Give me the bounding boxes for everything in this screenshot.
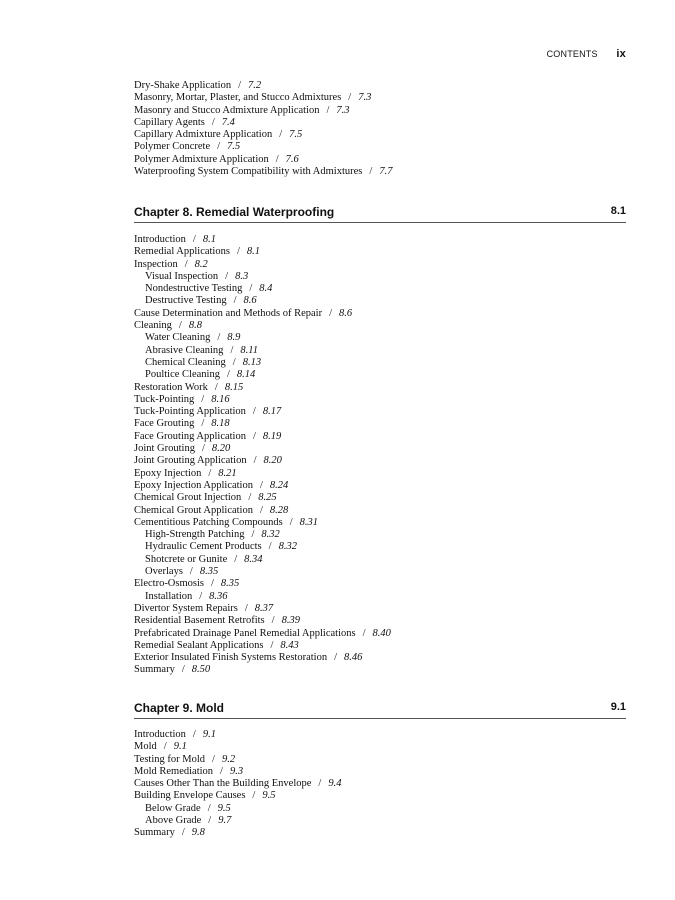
toc-entry-title: Capillary Agents: [134, 116, 205, 128]
toc-entry-page: 8.18: [211, 418, 230, 430]
toc-entry-title: Masonry and Stucco Admixture Application: [134, 104, 320, 116]
toc-entry-title: Epoxy Injection: [134, 467, 202, 479]
toc-entry-page: 8.20: [263, 455, 282, 467]
toc-entry-page: 8.16: [211, 393, 230, 405]
toc-separator: /: [233, 295, 237, 307]
toc-entry-title: Visual Inspection: [145, 270, 219, 282]
toc-separator: /: [207, 802, 211, 814]
toc-entry[interactable]: [134, 815, 626, 827]
toc-separator: /: [348, 92, 352, 104]
chapter-9-page: 9.1: [610, 701, 626, 713]
toc-entry-page: 7.5: [227, 141, 241, 153]
toc-entry[interactable]: [134, 259, 626, 271]
toc-entry-title: Overlays: [145, 566, 183, 578]
toc-separator: /: [252, 430, 256, 442]
toc-entry[interactable]: [134, 615, 626, 627]
toc-entry[interactable]: [134, 80, 626, 92]
toc-separator: /: [253, 455, 257, 467]
toc-entry-title: Exterior Insulated Finish Systems Restoration: [134, 652, 328, 664]
toc-entry-title: Above Grade: [145, 815, 202, 827]
toc-separator: /: [163, 741, 167, 753]
toc-entry[interactable]: [134, 468, 626, 480]
toc-entry-title: Electro-Osmosis: [134, 578, 204, 590]
toc-separator: /: [249, 283, 253, 295]
toc-entry-page: 8.3: [235, 270, 249, 282]
toc-entry-page: 8.14: [236, 369, 256, 381]
toc-separator: /: [369, 166, 373, 178]
toc-separator: /: [251, 529, 255, 541]
toc-entry-page: 9.5: [262, 790, 276, 802]
toc-entry-page: 8.46: [344, 652, 363, 664]
toc-separator: /: [259, 479, 263, 491]
toc-continued-entries: [134, 80, 626, 178]
toc-entry-page: 8.15: [224, 381, 244, 393]
toc-entry-page: 8.19: [262, 430, 282, 442]
toc-entry-title: Masonry, Mortar, Plaster, and Stucco Admixtures: [134, 92, 342, 104]
toc-entry-page: 8.31: [299, 516, 319, 528]
toc-separator: /: [211, 578, 214, 590]
toc-entry-title: High-Strength Patching: [145, 529, 245, 541]
toc-separator: /: [226, 369, 230, 381]
toc-entry[interactable]: [134, 827, 626, 839]
toc-separator: /: [217, 141, 221, 153]
running-head: [547, 48, 626, 60]
toc-entry[interactable]: [134, 271, 626, 283]
toc-separator: /: [184, 258, 188, 270]
toc-entry-title: Introduction: [134, 234, 186, 245]
toc-entry-title: Abrasive Cleaning: [145, 344, 224, 356]
toc-entry-title: Destructive Testing: [145, 295, 227, 307]
toc-entry[interactable]: [134, 505, 626, 517]
toc-separator: /: [236, 246, 240, 258]
toc-entry-page: 7.5: [289, 129, 303, 141]
toc-entry-page: 8.24: [269, 479, 289, 491]
toc-entry[interactable]: [134, 332, 626, 344]
toc-entry-title: Dry-Shake Application: [134, 80, 232, 91]
toc-separator: /: [178, 320, 182, 332]
toc-separator: /: [244, 602, 248, 614]
toc-separator: /: [181, 827, 185, 839]
toc-entry-title: Face Grouting Application: [134, 430, 246, 442]
toc-entry-page: 8.8: [188, 320, 202, 332]
toc-entry[interactable]: [134, 129, 626, 141]
toc-separator: /: [326, 104, 330, 116]
toc-separator: /: [289, 516, 293, 528]
chapter-8-page: 8.1: [610, 205, 626, 217]
toc-separator: /: [252, 790, 256, 802]
toc-entry-title: Restoration Work: [134, 381, 208, 393]
toc-entry-title: Remedial Applications: [134, 246, 230, 258]
toc-entry-page: 7.3: [358, 92, 372, 104]
toc-entry-page: 7.6: [285, 153, 299, 165]
chapter-8-entries: [134, 234, 626, 677]
toc-entry-title: Cause Determination and Methods of Repair: [134, 307, 323, 319]
toc-entry-title: Water Cleaning: [145, 332, 211, 344]
chapter-9-title: Chapter 9. Mold: [134, 701, 225, 715]
toc-separator: /: [248, 492, 252, 504]
toc-entry-page: 8.34: [244, 553, 263, 565]
toc-entry[interactable]: [134, 154, 626, 166]
toc-entry-page: 8.37: [254, 602, 274, 614]
chapter-9-heading[interactable]: [134, 701, 626, 719]
toc-entry[interactable]: [134, 529, 626, 541]
toc-entry-title: Shotcrete or Gunite: [145, 553, 228, 565]
toc-separator: /: [220, 765, 223, 777]
toc-entry-page: 7.4: [221, 116, 235, 128]
toc-entry-page: 8.39: [281, 615, 300, 627]
toc-entry-page: 8.9: [227, 332, 241, 344]
toc-separator: /: [268, 541, 272, 553]
toc-entry-page: 8.20: [211, 443, 231, 455]
toc-entry-page: 8.6: [339, 307, 353, 319]
toc-entry-page: 9.7: [218, 815, 232, 827]
toc-entry[interactable]: [134, 246, 626, 258]
toc-entry[interactable]: [134, 431, 626, 443]
toc-entry-page: 9.5: [217, 802, 231, 814]
toc-entry-page: 8.1: [246, 246, 260, 258]
toc-entry[interactable]: [134, 357, 626, 369]
toc-entry-title: Installation: [145, 590, 193, 602]
toc-separator: /: [201, 443, 205, 455]
toc-entry[interactable]: [134, 517, 626, 529]
toc-separator: /: [238, 80, 242, 91]
toc-entry[interactable]: [134, 492, 626, 504]
toc-entry[interactable]: [134, 320, 626, 332]
toc-entry-page: 8.11: [240, 344, 258, 356]
toc-entry[interactable]: [134, 295, 626, 307]
toc-entry-title: Polymer Admixture Application: [134, 153, 269, 165]
toc-entry-title: Remedial Sealant Applications: [134, 639, 264, 651]
toc-entry-title: Polymer Concrete: [134, 141, 211, 153]
toc-entry[interactable]: [134, 766, 626, 778]
toc-entry-title: Capillary Admixture Application: [134, 129, 273, 141]
toc-separator: /: [208, 467, 212, 479]
toc-entry-title: Introduction: [134, 729, 186, 740]
toc-entry-page: 8.32: [261, 529, 280, 541]
toc-entry-title: Inspection: [134, 258, 178, 270]
toc-separator: /: [217, 332, 221, 344]
toc-entry-page: 8.36: [209, 590, 228, 602]
toc-separator: /: [329, 307, 332, 319]
toc-entry[interactable]: [134, 566, 626, 578]
toc-entry-page: 8.40: [372, 627, 391, 639]
toc-separator: /: [318, 778, 322, 790]
toc-separator: /: [334, 652, 337, 664]
toc-entry-page: 8.35: [199, 566, 219, 578]
toc-separator: /: [252, 406, 256, 418]
toc-entry[interactable]: [134, 640, 626, 652]
toc-entry-title: Poultice Cleaning: [145, 369, 220, 381]
toc-entry-page: 7.2: [248, 80, 262, 91]
toc-separator: /: [275, 153, 279, 165]
toc-entry-page: 9.1: [202, 729, 216, 740]
toc-entry[interactable]: [134, 234, 626, 246]
toc-entry-title: Tuck-Pointing: [134, 393, 195, 405]
toc-entry[interactable]: [134, 406, 626, 418]
toc-separator: /: [199, 590, 203, 602]
toc-entry-title: Joint Grouting: [134, 443, 195, 455]
toc-entry-title: Chemical Cleaning: [145, 356, 226, 368]
toc-separator: /: [270, 639, 274, 651]
toc-entry-title: Testing for Mold: [134, 753, 206, 765]
toc-entry[interactable]: [134, 628, 626, 640]
toc-entry-page: 9.4: [328, 778, 342, 790]
toc-entry-title: Tuck-Pointing Application: [134, 406, 246, 418]
toc-entry-title: Mold Remediation: [134, 765, 214, 777]
toc-entry-page: 8.1: [202, 234, 216, 245]
toc-separator: /: [211, 116, 215, 128]
toc-separator: /: [271, 615, 275, 627]
toc-entry[interactable]: [134, 790, 626, 802]
toc-separator: /: [232, 356, 236, 368]
toc-entry[interactable]: [134, 729, 626, 741]
toc-entry[interactable]: [134, 92, 626, 104]
page-number: ix: [616, 48, 626, 60]
toc-entry[interactable]: [134, 664, 626, 676]
toc-entry[interactable]: [134, 141, 626, 153]
toc-entry[interactable]: [134, 754, 626, 766]
toc-entry[interactable]: [134, 345, 626, 357]
toc-entry-title: Face Grouting: [134, 418, 195, 430]
toc-entry-page: 7.7: [379, 166, 393, 178]
toc-separator: /: [214, 381, 218, 393]
toc-entry-page: 8.21: [218, 467, 237, 479]
toc-entry[interactable]: [134, 308, 626, 320]
toc-entry[interactable]: [134, 166, 626, 178]
toc-entry-page: 8.13: [242, 356, 262, 368]
toc-entry-title: Residential Basement Retrofits: [134, 615, 265, 627]
chapter-8-heading[interactable]: [134, 205, 626, 223]
toc-entry[interactable]: [134, 554, 626, 566]
toc-entry-title: Hydraulic Cement Products: [145, 541, 262, 553]
toc-entry-page: 9.8: [191, 827, 205, 839]
toc-entry-page: 9.1: [173, 741, 187, 753]
toc-entry-page: 8.6: [243, 295, 257, 307]
toc-entry[interactable]: [134, 741, 626, 753]
toc-entry-title: Below Grade: [145, 802, 201, 814]
toc-entry-page: 8.50: [191, 664, 211, 676]
toc-entry-title: Chemical Grout Application: [134, 504, 253, 516]
toc-separator: /: [192, 234, 196, 245]
toc-separator: /: [201, 418, 205, 430]
toc-separator: /: [201, 393, 205, 405]
toc-separator: /: [234, 553, 238, 565]
toc-separator: /: [192, 729, 196, 740]
toc-entry-page: 9.2: [221, 753, 236, 765]
toc-separator: /: [181, 664, 185, 676]
toc-entry-title: Chemical Grout Injection: [134, 492, 242, 504]
toc-entry-title: Cleaning: [134, 320, 172, 332]
toc-separator: /: [362, 627, 366, 639]
toc-entry[interactable]: [134, 578, 626, 590]
toc-entry-page: 8.35: [220, 578, 240, 590]
toc-entry[interactable]: [134, 480, 626, 492]
toc-entry-page: 8.28: [269, 504, 289, 516]
toc-entry[interactable]: [134, 803, 626, 815]
toc-entry-title: Cementitious Patching Compounds: [134, 516, 283, 528]
toc-entry[interactable]: [134, 369, 626, 381]
toc-entry[interactable]: [134, 443, 626, 455]
toc-entry-title: Divertor System Repairs: [134, 602, 238, 614]
toc-entry[interactable]: [134, 541, 626, 553]
toc-entry-page: 8.43: [280, 639, 299, 651]
toc-entry[interactable]: [134, 418, 626, 430]
toc-entry-title: Waterproofing System Compatibility with Admixtures: [134, 166, 363, 178]
toc-entry[interactable]: [134, 455, 626, 467]
toc-entry-page: 8.4: [259, 283, 273, 295]
toc-separator: /: [212, 753, 215, 765]
toc-entry-title: Joint Grouting Application: [134, 455, 247, 467]
toc-separator: /: [225, 270, 229, 282]
toc-entry[interactable]: [134, 283, 626, 295]
toc-separator: /: [189, 566, 193, 578]
toc-entry-title: Nondestructive Testing: [145, 283, 243, 295]
toc-entry[interactable]: [134, 591, 626, 603]
toc-entry-page: 8.17: [262, 406, 282, 418]
toc-entry-title: Building Envelope Causes: [134, 790, 246, 802]
toc-entry-page: 8.2: [194, 258, 208, 270]
chapter-8-title: Chapter 8. Remedial Waterproofing: [134, 205, 335, 219]
toc-entry[interactable]: [134, 105, 626, 117]
toc-separator: /: [208, 815, 212, 827]
toc-entry[interactable]: [134, 394, 626, 406]
toc-entry-title: Summary: [134, 664, 175, 676]
toc-entry-page: 9.3: [229, 765, 244, 777]
toc-entry-page: 7.3: [336, 104, 350, 116]
toc-entry-title: Mold: [134, 741, 157, 753]
toc-separator: /: [259, 504, 263, 516]
toc-entry[interactable]: [134, 117, 626, 129]
toc-separator: /: [279, 129, 283, 141]
toc-entry-title: Summary: [134, 827, 175, 839]
toc-entry-page: 8.32: [278, 541, 297, 553]
toc-entry[interactable]: [134, 778, 626, 790]
toc-entry-title: Causes Other Than the Building Envelope: [134, 778, 312, 790]
toc-entry[interactable]: [134, 652, 626, 664]
toc-entry-page: 8.25: [258, 492, 277, 504]
toc-entry[interactable]: [134, 382, 626, 394]
toc-entry-title: Epoxy Injection Application: [134, 479, 253, 491]
toc-separator: /: [230, 344, 234, 356]
toc-entry-title: Prefabricated Drainage Panel Remedial Applications: [134, 627, 356, 639]
chapter-9-entries: [134, 729, 626, 840]
running-head-label: CONTENTS: [546, 49, 598, 59]
toc-entry[interactable]: [134, 603, 626, 615]
